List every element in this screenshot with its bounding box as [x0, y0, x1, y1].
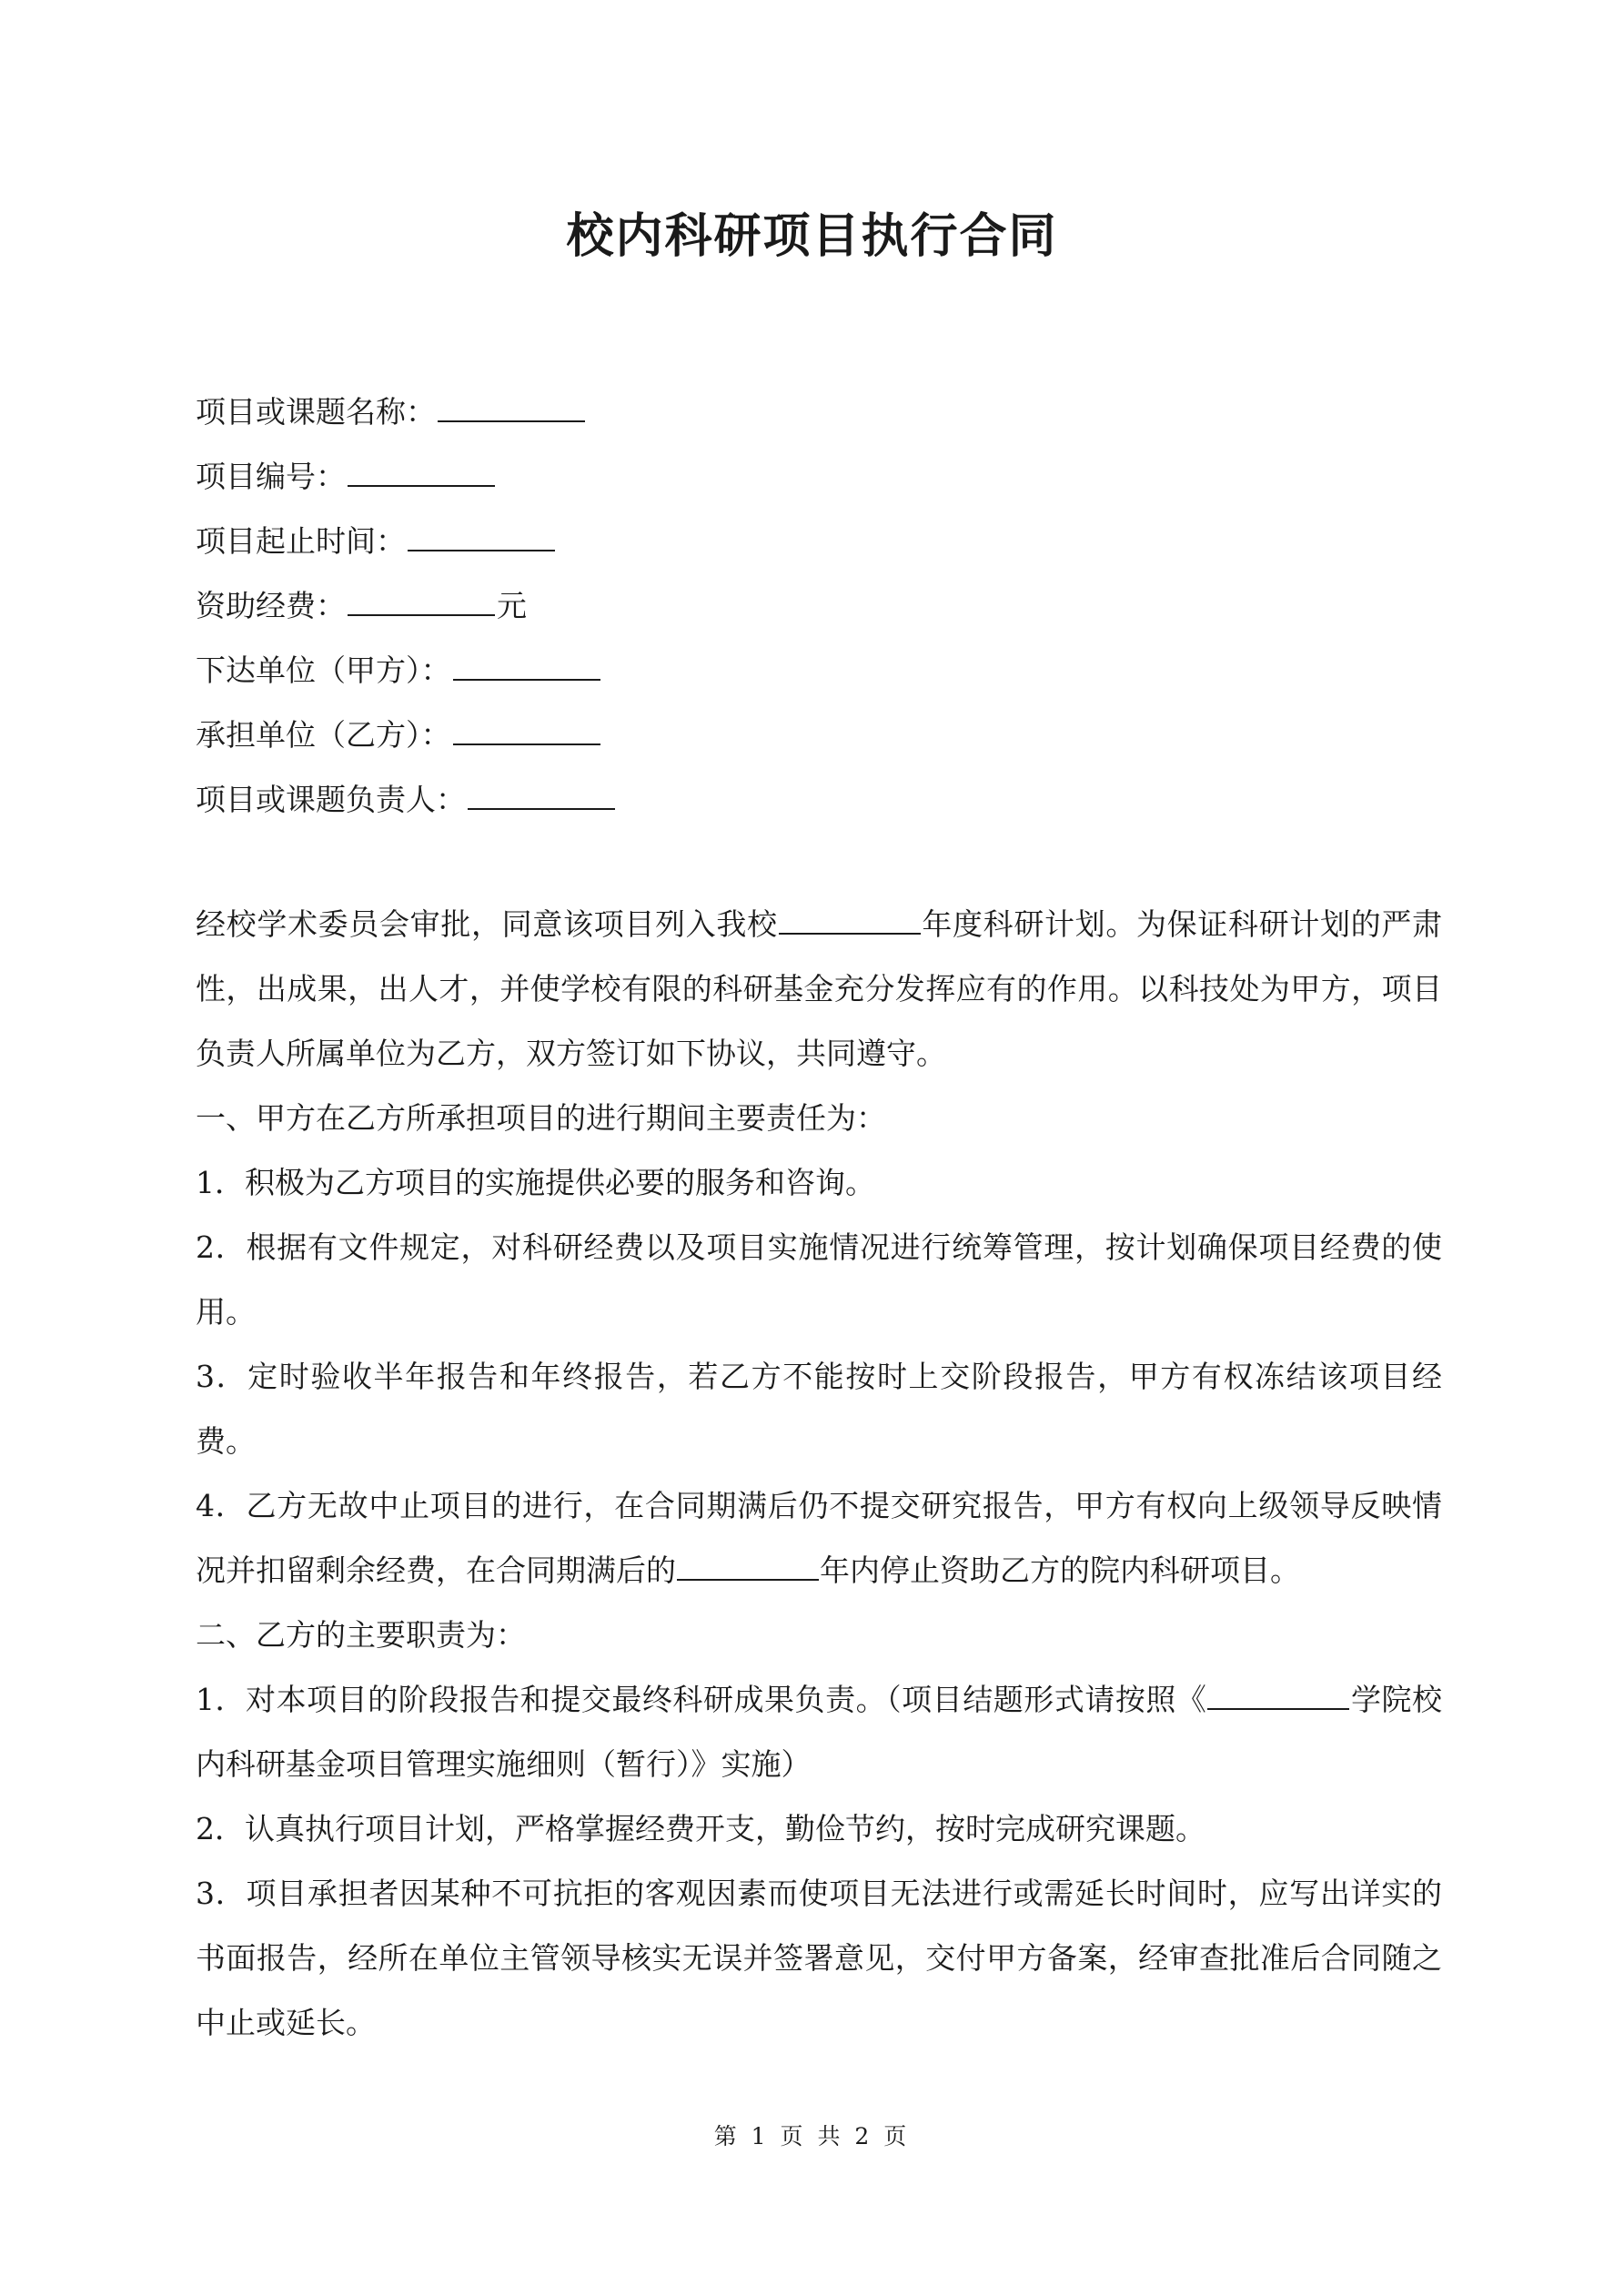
fill-blank[interactable] — [453, 661, 600, 681]
year-blank[interactable] — [779, 915, 921, 935]
fill-blank[interactable] — [348, 596, 495, 616]
fill-blank[interactable] — [348, 467, 495, 487]
intro-paragraph — [196, 892, 1442, 1086]
contract-fields — [196, 379, 1433, 832]
section1-heading: 一、甲方在乙方所承担项目的进行期间主要责任为： — [196, 1100, 886, 1136]
field-label: 承担单位（乙方）： — [196, 717, 451, 753]
college-blank[interactable] — [1207, 1690, 1349, 1710]
section1-item1: 1．积极为乙方项目的实施提供必要的服务和咨询。 — [196, 1165, 875, 1200]
fill-blank[interactable] — [453, 725, 600, 745]
field-label: 项目起止时间： — [196, 523, 406, 559]
section2-item2: 2．认真执行项目计划，严格掌握经费开支，勤俭节约，按时完成研究课题。 — [196, 1811, 1205, 1846]
field-funding — [196, 573, 1433, 638]
section2-item1 — [196, 1667, 1442, 1796]
field-label: 项目或课题名称： — [196, 394, 436, 430]
field-project-period — [196, 509, 1433, 573]
field-label: 下达单位（甲方）： — [196, 652, 451, 688]
field-label: 资助经费： — [196, 588, 346, 623]
field-party-a — [196, 638, 1433, 703]
page-title: 校内科研项目执行合同 — [566, 208, 1058, 264]
field-party-b — [196, 703, 1433, 767]
item4-text-2: 年内停止资助乙方的院内科研项目。 — [820, 1553, 1300, 1588]
field-label: 项目或课题负责人： — [196, 782, 466, 817]
s2-item1-text-1: 1．对本项目的阶段报告和提交最终科研成果负责。（项目结题形式请按照《 — [196, 1682, 1207, 1717]
contract-body — [196, 892, 1442, 2055]
field-project-number — [196, 444, 1433, 509]
field-project-name — [196, 379, 1433, 444]
section1-item2: 2．根据有文件规定，对科研经费以及项目实施情况进行统筹管理，按计划确保项目经费的使用。 — [196, 1229, 1442, 1330]
section2-item3: 3．项目承担者因某种不可抗拒的客观因素而使项目无法进行或需延长时间时，应写出详实的书面报告，经所在单位主管领导核实无误并签署意见，交付甲方备案，经审查批准后合同随之中止或延长。 — [196, 1876, 1442, 2040]
intro-text-1: 经校学术委员会审批，同意该项目列入我校 — [196, 906, 778, 942]
fill-blank[interactable] — [408, 531, 555, 551]
section1-item3: 3．定时验收半年报告和年终报告，若乙方不能按时上交阶段报告，甲方有权冻结该项目经费。 — [196, 1359, 1442, 1459]
s2-item1-text-2: 学院校内科研基金项目管理实施细则（暂行）》实施） — [196, 1682, 1443, 1782]
field-suffix: 元 — [497, 588, 527, 623]
section1-item4 — [196, 1473, 1442, 1603]
field-label: 项目编号： — [196, 459, 346, 494]
item4-text-1: 4．乙方无故中止项目的进行，在合同期满后仍不提交研究报告，甲方有权向上级领导反映情况并扣留剩余经费，在合同期满后的 — [196, 1488, 1442, 1588]
fill-blank[interactable] — [468, 790, 615, 810]
page-footer: 第 1 页 共 2 页 — [713, 2123, 911, 2149]
section2-heading: 二、乙方的主要职责为： — [196, 1617, 526, 1653]
years-blank[interactable] — [677, 1561, 819, 1581]
intro-text-2: 年度科研计划。为保证科研计划的严肃性，出成果，出人才，并使学校有限的科研基金充分发挥应有的作用。以科技处为甲方，项目负责人所属单位为乙方，双方签订如下协议，共同遵守。 — [196, 906, 1443, 1071]
fill-blank[interactable] — [438, 402, 585, 422]
field-project-leader — [196, 767, 1433, 832]
